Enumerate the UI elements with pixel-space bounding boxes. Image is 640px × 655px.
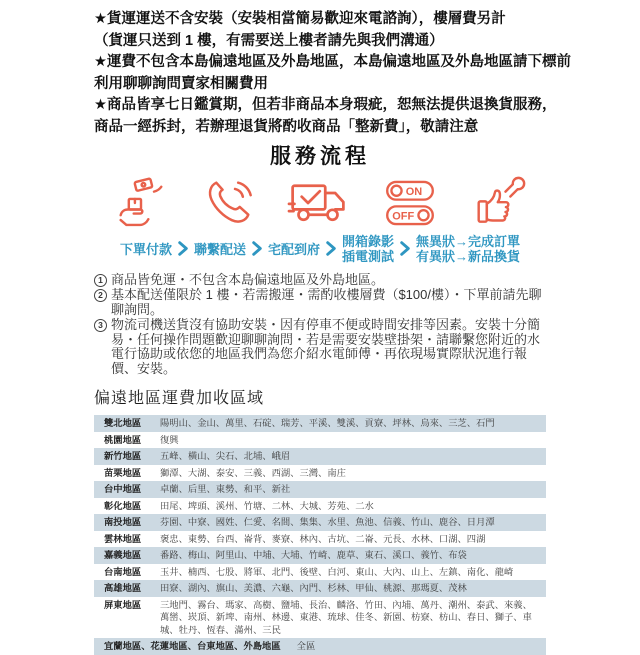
table-row <box>94 498 546 515</box>
areas-cell: 三地門、霧台、瑪家、高樹、鹽埔、長治、麟洛、竹田、內埔、萬丹、潮州、泰武、來義、萬巒、崁頂、新埤、南州、林邊、東港、琉球、佳冬、新園、枋寮、枋山、春日、獅子、車城、牡丹、恆春、滿州、三民 <box>160 599 532 635</box>
service-flow-icons <box>115 174 525 232</box>
table-row <box>94 638 546 655</box>
note-text: 基本配送僅限於 1 樓・若需搬運・需酌收樓層費（$100/樓）・下單前請先聊聊詢問。 <box>111 287 542 317</box>
region-cell: 台南地區 <box>104 566 142 577</box>
shipping-notices <box>94 9 571 137</box>
table-row <box>94 481 546 498</box>
table-row <box>94 415 546 432</box>
flow-step: 聯繫配送 <box>193 242 246 257</box>
table-row <box>94 432 546 449</box>
areas-cell: 獅潭、大湖、泰安、三義、西湖、三灣、南庄 <box>160 467 346 478</box>
flow-step-line: 開箱錄影 <box>342 233 395 249</box>
areas-cell: 田尾、埤頭、溪州、竹塘、二林、大城、芳苑、二水 <box>160 500 374 511</box>
flow-step <box>416 234 520 264</box>
notice-line: ★貨運運送不含安裝（安裝相當簡易歡迎來電諮詢），樓層費另計 <box>94 11 506 27</box>
region-cell: 嘉義地區 <box>104 550 142 560</box>
table-row <box>94 564 546 581</box>
remote-areas-table <box>94 415 546 655</box>
flow-step-line: 有異狀→新品換貨 <box>416 248 521 264</box>
on-off-switch-icon <box>383 176 437 230</box>
switch-off-label: OFF <box>392 209 415 222</box>
region-cell: 苗栗地區 <box>104 467 142 478</box>
notice-line: ★商品皆享七日鑑賞期，但若非商品本身瑕疵，恕無法提供退換貨服務， <box>94 97 557 113</box>
content-column <box>94 0 571 655</box>
areas-cell: 番路、梅山、阿里山、中埔、大埔、竹崎、鹿草、東石、溪口、義竹、布袋 <box>160 550 467 560</box>
phone-call-icon <box>203 177 253 229</box>
areas-cell: 五峰、橫山、尖石、北埔、峨眉 <box>160 451 291 461</box>
note-item <box>94 273 546 288</box>
note-number-badge: 2 <box>94 289 107 302</box>
chevron-right-icon <box>252 241 262 256</box>
region-cell: 雲林地區 <box>104 533 142 544</box>
region-cell: 雙北地區 <box>104 418 142 428</box>
region-cell: 桃園地區 <box>104 434 142 445</box>
note-number-badge: 3 <box>94 319 107 332</box>
table-row <box>94 580 546 597</box>
service-flow-steps <box>94 234 546 264</box>
note-number-badge: 1 <box>94 274 107 287</box>
region-cell: 高雄地區 <box>104 583 142 593</box>
notice-line: （貨運只送到 1 樓，有需要送上樓者請先與我們溝通） <box>94 32 444 49</box>
table-row <box>94 547 546 564</box>
flow-step <box>342 234 394 264</box>
flow-step: 宅配到府 <box>267 242 320 257</box>
areas-cell: 卓蘭、后里、東勢、和平、新社 <box>160 484 291 494</box>
flow-step-line: 插電測試 <box>342 248 395 264</box>
notice-line: 利用聊聊詢問賣家相關費用 <box>94 75 268 92</box>
table-row <box>94 514 546 531</box>
areas-cell: 芬園、中寮、國姓、仁愛、名間、集集、水里、魚池、信義、竹山、鹿谷、日月潭 <box>160 517 495 527</box>
chevron-right-icon <box>178 241 188 256</box>
chevron-right-icon <box>326 241 336 256</box>
payment-hands-icon <box>115 177 167 229</box>
areas-cell: 田寮、湖內、旗山、美濃、六龜、內門、杉林、甲仙、桃源、那瑪夏、茂林 <box>160 583 467 593</box>
service-flow-title: 服務流程 <box>270 144 370 168</box>
flow-step: 下單付款 <box>119 242 172 257</box>
region-cell: 彰化地區 <box>104 500 142 511</box>
table-row <box>94 597 546 639</box>
region-cell: 台中地區 <box>104 484 142 494</box>
table-row <box>94 531 546 548</box>
areas-cell: 褒忠、東勢、台西、崙背、麥寮、林內、古坑、二崙、元長、水林、口湖、四湖 <box>160 533 486 544</box>
notice-line: 商品一經拆封，若辦理退貨將酌收商品「整新費」，敬請注意 <box>94 118 479 135</box>
note-text: 物流司機送貨沒有協助安裝・因有停車不便或時間安排等因素。安裝十分簡易・任何操作問題歡迎聊聊詢問・若是需要安裝壁掛架・請聯繫您附近的水電行協助或依您的地區我們為您介紹水電師傅・再依現場實際狀況進行報價、安裝。 <box>111 317 541 376</box>
chevron-right-icon <box>400 241 410 256</box>
region-cell: 屏東地區 <box>104 599 142 610</box>
thumbs-up-wrench-icon <box>473 177 525 229</box>
table-row <box>94 448 546 465</box>
delivery-truck-icon <box>289 177 347 229</box>
remote-areas-heading: 偏遠地區運費加收區域 <box>94 390 265 407</box>
note-text: 商品皆免運・不包含本島偏遠地區及外島地區。 <box>111 271 385 287</box>
notice-line: ★運費不包含本島偏遠地區及外島地區，本島偏遠地區及外島地區請下標前 <box>94 54 571 70</box>
note-item <box>94 318 546 376</box>
areas-cell: 復興 <box>160 434 179 445</box>
switch-on-label: ON <box>405 185 423 198</box>
areas-cell: 陽明山、金山、萬里、石碇、瑞芳、平溪、雙溪、貢寮、坪林、烏來、三芝、石門 <box>160 418 495 428</box>
shipping-notes <box>94 273 546 377</box>
region-cell: 宜蘭地區、花蓮地區、台東地區、外島地區 <box>104 641 281 651</box>
areas-cell: 玉井、楠西、七股、將軍、北門、後壁、白河、東山、大內、山上、左鎮、南化、龍崎 <box>160 566 514 577</box>
note-item <box>94 288 546 317</box>
region-cell: 新竹地區 <box>104 451 142 461</box>
flow-step-line: 無異狀→完成訂單 <box>416 233 521 249</box>
region-cell: 南投地區 <box>104 517 142 527</box>
areas-cell: 全區 <box>296 641 316 651</box>
table-row <box>94 465 546 482</box>
